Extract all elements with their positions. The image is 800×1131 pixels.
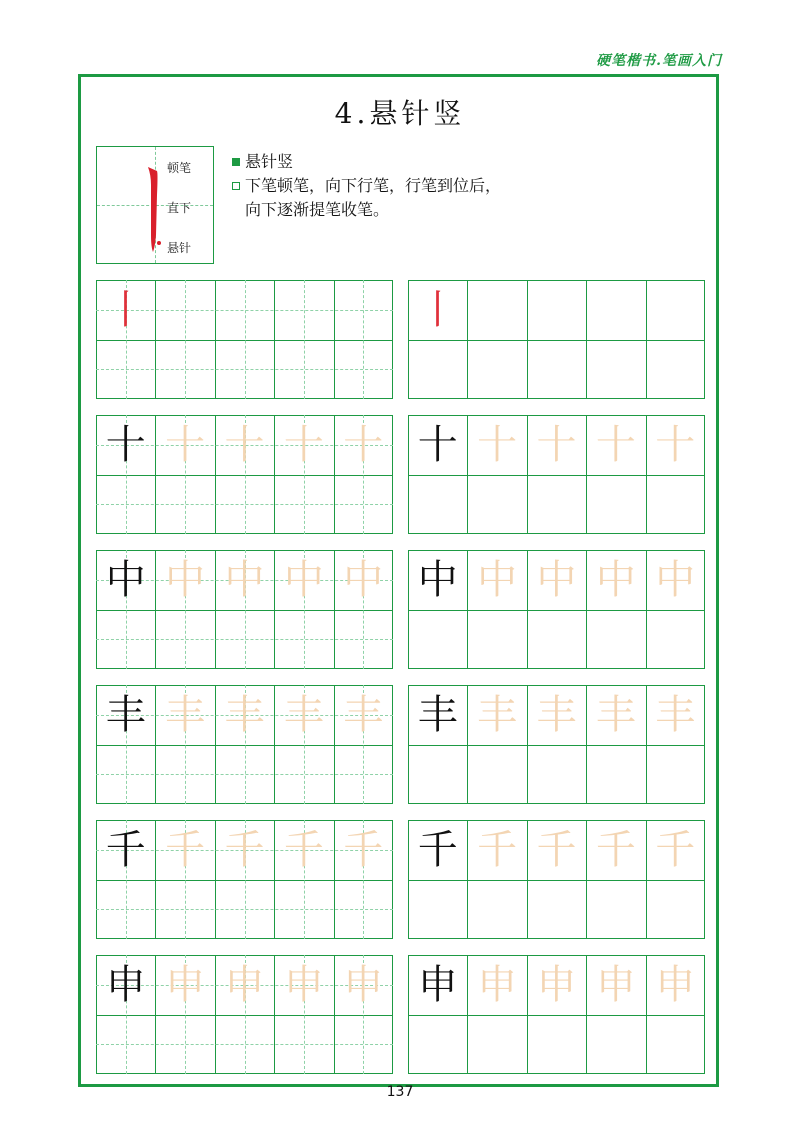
- trace-character: 十: [224, 421, 265, 468]
- grid-row-line: [408, 745, 705, 746]
- trace-character: 千: [165, 826, 206, 873]
- demo-label-pause: 顿笔: [167, 161, 192, 175]
- model-character: 十: [105, 421, 146, 468]
- trace-character: 申: [224, 961, 265, 1008]
- trace-character: 中: [283, 556, 324, 603]
- trace-character: 千: [283, 826, 324, 873]
- trace-character: 申: [536, 961, 577, 1008]
- grid-row-line: [408, 880, 705, 881]
- practice-grid: [408, 280, 705, 399]
- stroke-description: [232, 150, 501, 222]
- description-heading: 悬针竖: [245, 152, 294, 171]
- demo-label-straight: 直下: [167, 201, 192, 215]
- trace-character: 十: [165, 421, 206, 468]
- trace-character: 中: [477, 556, 518, 603]
- trace-character: 中: [224, 556, 265, 603]
- practice-grid: [96, 820, 393, 939]
- model-character: 千: [105, 826, 146, 873]
- practice-grid: [408, 550, 705, 669]
- trace-character: 千: [536, 826, 577, 873]
- trace-character: 丰: [655, 691, 696, 738]
- practice-grid: [408, 415, 705, 534]
- trace-character: 十: [477, 421, 518, 468]
- description-line-2: 向下逐渐提笔收笔。: [245, 200, 390, 219]
- trace-character: 丰: [224, 691, 265, 738]
- page-title: 4.悬针竖: [334, 97, 466, 130]
- trace-character: 中: [343, 556, 384, 603]
- trace-character: 千: [595, 826, 636, 873]
- model-character: 申: [105, 961, 146, 1008]
- trace-character: 丰: [343, 691, 384, 738]
- trace-character: 申: [595, 961, 636, 1008]
- demo-label-needle: 悬针: [167, 241, 192, 255]
- trace-character: 中: [655, 556, 696, 603]
- trace-character: 申: [655, 961, 696, 1008]
- trace-character: 千: [224, 826, 265, 873]
- practice-grid: [408, 685, 705, 804]
- trace-character: 丰: [477, 691, 518, 738]
- model-character: 丨: [417, 286, 458, 333]
- guide-line-v: [185, 280, 186, 399]
- guide-line-v: [304, 280, 305, 399]
- trace-character: 申: [477, 961, 518, 1008]
- trace-character: 十: [655, 421, 696, 468]
- grid-row-line: [408, 610, 705, 611]
- practice-grid: [96, 550, 393, 669]
- practice-grid: [96, 415, 393, 534]
- trace-character: 千: [343, 826, 384, 873]
- model-character: 丨: [105, 286, 146, 333]
- model-character: 千: [417, 826, 458, 873]
- practice-grid: [96, 280, 393, 399]
- trace-character: 申: [343, 961, 384, 1008]
- guide-line-v: [245, 280, 246, 399]
- page-number: 137: [386, 1084, 414, 1100]
- practice-grid: [96, 955, 393, 1074]
- stroke-demo-box: [96, 146, 214, 264]
- trace-character: 中: [536, 556, 577, 603]
- trace-character: 中: [595, 556, 636, 603]
- description-line-1: 下笔顿笔，向下行笔，行笔到位后，: [245, 176, 502, 195]
- trace-character: 丰: [536, 691, 577, 738]
- trace-character: 十: [595, 421, 636, 468]
- model-character: 十: [417, 421, 458, 468]
- trace-character: 千: [655, 826, 696, 873]
- grid-row-line: [408, 475, 705, 476]
- open-bullet-icon: [232, 182, 240, 190]
- practice-grid: [408, 820, 705, 939]
- model-character: 申: [417, 961, 458, 1008]
- book-title: 硬笔楷书.笔画入门: [596, 53, 722, 69]
- model-character: 丰: [105, 691, 146, 738]
- trace-character: 申: [165, 961, 206, 1008]
- trace-character: 丰: [595, 691, 636, 738]
- trace-character: 千: [477, 826, 518, 873]
- trace-character: 中: [165, 556, 206, 603]
- model-character: 中: [417, 556, 458, 603]
- trace-character: 十: [283, 421, 324, 468]
- filled-bullet-icon: [232, 158, 240, 166]
- model-character: 丰: [417, 691, 458, 738]
- trace-character: 丰: [283, 691, 324, 738]
- trace-character: 十: [343, 421, 384, 468]
- practice-grid: [96, 685, 393, 804]
- model-character: 中: [105, 556, 146, 603]
- trace-character: 十: [536, 421, 577, 468]
- trace-character: 丰: [165, 691, 206, 738]
- guide-line-v: [363, 280, 364, 399]
- grid-row-line: [408, 1015, 705, 1016]
- trace-character: 申: [283, 961, 324, 1008]
- grid-row-line: [408, 340, 705, 341]
- practice-grid: [408, 955, 705, 1074]
- dot-marker-icon: [156, 240, 162, 246]
